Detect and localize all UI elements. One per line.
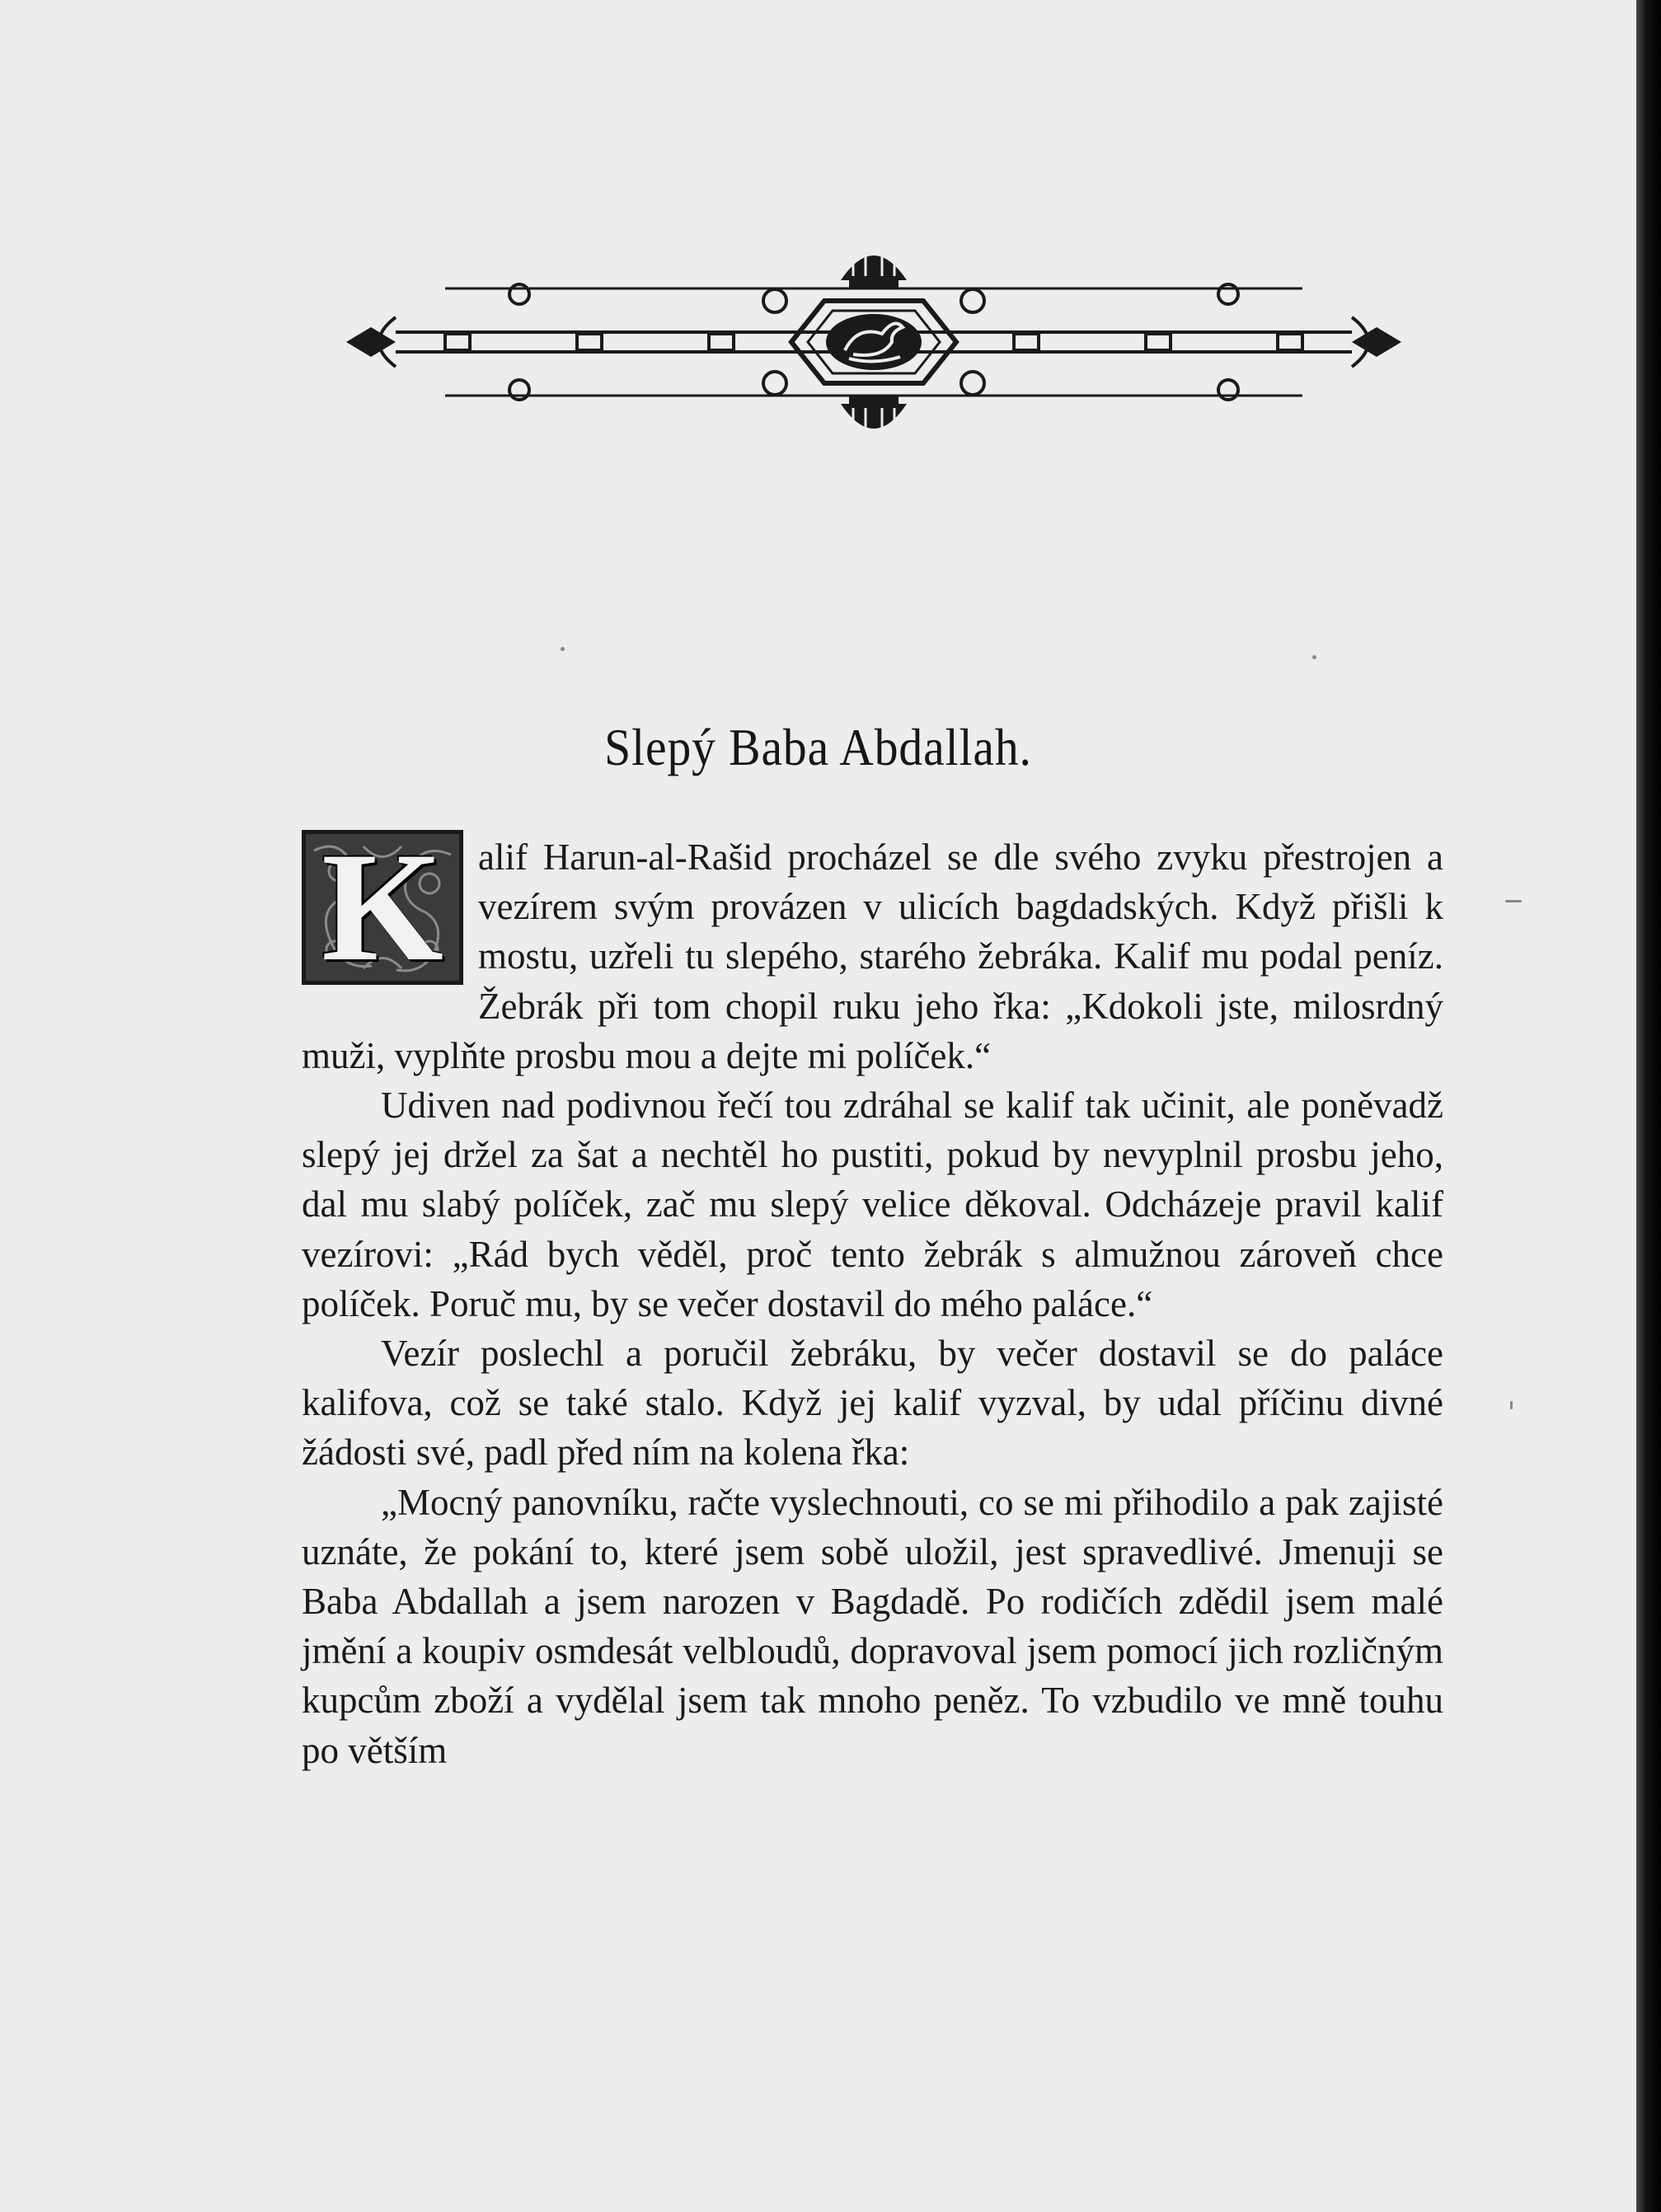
- chapter-title: Slepý Baba Abdallah.: [604, 718, 1032, 776]
- paragraph: [302, 821, 1443, 1080]
- dropcap-letter: K: [321, 821, 443, 994]
- floral-initial-icon: [302, 821, 463, 994]
- paper-speck: [561, 647, 565, 651]
- paragraph: Vezír poslechl a poručil žebráku, by večer dostavil se do paláce kalifova, což se také stalo. Když jej kalif vyzval, by udal příčinu divné žádosti své, padl před ním na kolena řka:: [302, 1333, 1443, 1474]
- chapter-body: [302, 821, 1443, 1775]
- paragraph-text: alif Harun-al-Rašid procházel se dle svého zvyku přestrojen a vezírem svým provázen v ulicích bagdadských. Když přišli k mostu, uzřeli tu slepého, starého žebráka. Kalif mu podal peníz. Žebrák při tom chopil ruku jeho řka: „Kdokoli jste, milosrdný muži, vyplňte prosbu mou a dejte mi políček.“: [302, 837, 1443, 1076]
- paper-speck: [1510, 1401, 1513, 1409]
- swan-medallion-headpiece-icon: [346, 235, 1401, 449]
- paper-speck: [1505, 900, 1522, 902]
- page-edge: [1636, 0, 1661, 2212]
- paragraph: „Mocný panovníku, račte vyslechnouti, co se mi přihodilo a pak zajisté uznáte, že pokání to, které jsem sobě uložil, jest spravedlivé. Jmenuji se Baba Abdallah a jsem narozen v Bagdadě. Po rodičích zdědil jsem malé jmění a koupiv osmdesát velbloudů, dopravoval jsem pomocí jich rozličným kupcům zboží a vydělal jsem tak mnoho peněz. To vzbudilo ve mně touhu po větším: [302, 1481, 1443, 1771]
- paragraph: Udiven nad podivnou řečí tou zdráhal se kalif tak učinit, ale poněvadž slepý jej držel za šat a nechtěl ho pustiti, pokud by nevyplnil prosbu jeho, dal mu slabý políček, zač mu slepý velice děkoval. Odcházeje pravil kalif vezírovi: „Rád bych věděl, proč tento žebrák s almužnou zároveň chce políček. Poruč mu, by se večer dostavil do mého paláce.“: [302, 1085, 1443, 1324]
- paper-speck: [1312, 655, 1316, 659]
